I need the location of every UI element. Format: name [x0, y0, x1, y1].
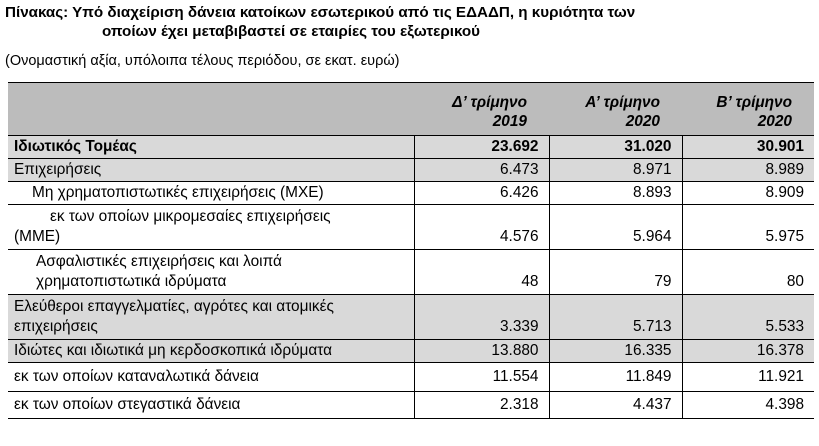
row-label: εκ των οποίων καταναλωτικά δάνεια — [8, 363, 414, 392]
table-subtitle: (Ονομαστική αξία, υπόλοιπα τέλους περιόδου, σε εκατ. ευρώ) — [5, 53, 400, 69]
row-label: Ιδιώτες και ιδιωτικά μη κερδοσκοπικά ιδρύματα — [8, 340, 414, 363]
table-title — [5, 3, 815, 41]
cell-value: 79 — [549, 250, 682, 295]
table-row — [8, 340, 814, 363]
cell-value: 8.989 — [682, 159, 814, 182]
table-header-row — [8, 83, 814, 136]
table-row — [8, 159, 814, 182]
table-row — [8, 363, 814, 392]
table-row — [8, 250, 814, 295]
cell-value: 3.339 — [414, 295, 549, 340]
row-label: Ελεύθεροι επαγγελματίες, αγρότες και ατομικές επιχειρήσεις — [8, 295, 414, 340]
cell-value: 2.318 — [414, 392, 549, 419]
header-q1-2020: Α’ τρίμηνο 2020 — [549, 83, 682, 136]
row-label: Ασφαλιστικές επιχειρήσεις και λοιπά χρηματοπιστωτικά ιδρύματα — [8, 250, 414, 295]
cell-value: 13.880 — [414, 340, 549, 363]
cell-value: 4.437 — [549, 392, 682, 419]
cell-value: 8.909 — [682, 182, 814, 205]
row-label: εκ των οποίων μικρομεσαίες επιχειρήσεις (ΜΜΕ) — [8, 205, 414, 250]
cell-value: 8.971 — [549, 159, 682, 182]
cell-value: 8.893 — [549, 182, 682, 205]
cell-value: 4.398 — [682, 392, 814, 419]
cell-value: 5.964 — [549, 205, 682, 250]
cell-value: 5.713 — [549, 295, 682, 340]
cell-value: 16.335 — [549, 340, 682, 363]
cell-value: 6.473 — [414, 159, 549, 182]
cell-value: 30.901 — [682, 136, 814, 159]
table-row — [8, 392, 814, 419]
cell-value: 5.533 — [682, 295, 814, 340]
row-label: Μη χρηματοπιστωτικές επιχειρήσεις (ΜΧΕ) — [8, 182, 414, 205]
cell-value: 6.426 — [414, 182, 549, 205]
cell-value: 5.975 — [682, 205, 814, 250]
table-row — [8, 295, 814, 340]
table-title-line2: οποίων έχει μεταβιβαστεί σε εταιρίες του εξωτερικού — [102, 23, 481, 40]
cell-value: 11.849 — [549, 363, 682, 392]
cell-value: 16.378 — [682, 340, 814, 363]
header-q4-2019: Δ’ τρίμηνο 2019 — [414, 83, 549, 136]
table-row — [8, 205, 814, 250]
cell-value: 31.020 — [549, 136, 682, 159]
cell-value: 4.576 — [414, 205, 549, 250]
table-row — [8, 182, 814, 205]
header-label-cell — [8, 83, 414, 136]
header-q2-2020: Β’ τρίμηνο 2020 — [682, 83, 814, 136]
loans-table — [8, 82, 814, 419]
table-row — [8, 136, 814, 159]
row-label: Ιδιωτικός Τομέας — [8, 136, 414, 159]
cell-value: 11.554 — [414, 363, 549, 392]
cell-value: 23.692 — [414, 136, 549, 159]
row-label: εκ των οποίων στεγαστικά δάνεια — [8, 392, 414, 419]
cell-value: 11.921 — [682, 363, 814, 392]
cell-value: 80 — [682, 250, 814, 295]
row-label: Επιχειρήσεις — [8, 159, 414, 182]
table-title-line1: Πίνακας: Υπό διαχείριση δάνεια κατοίκων εσωτερικού από τις ΕΔΑΔΠ, η κυριότητα των — [5, 4, 636, 21]
cell-value: 48 — [414, 250, 549, 295]
